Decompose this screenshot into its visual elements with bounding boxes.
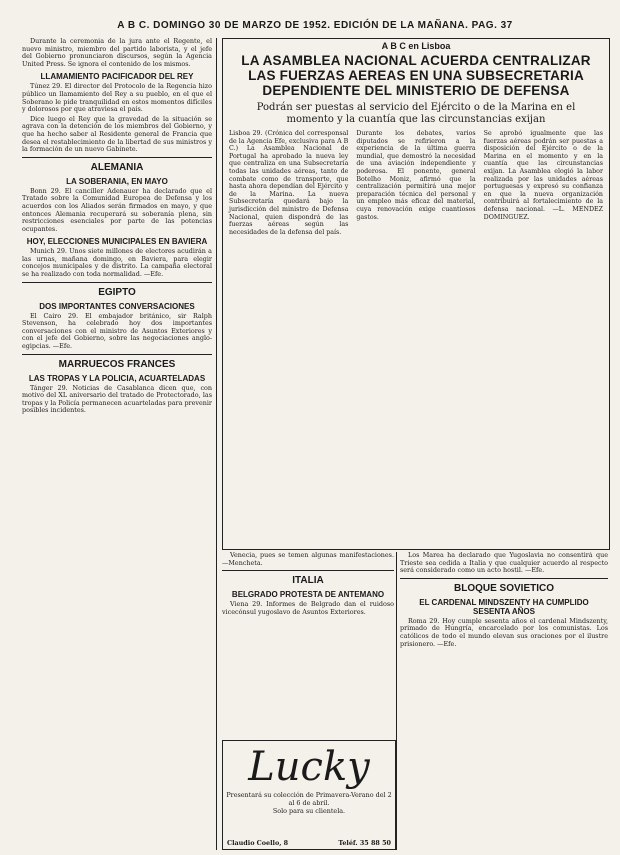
feature-column-3: Se aprobó igualmente que las fuerzas aéreas podrán ser puestas a disposición del Ejército o de la Marina en el momento y en la cuantía que las circunstancias exijan. La Asamblea elogió la labor realizada por las unidades aéreas portuguesas y expresó su confianza en que la nueva organización contribuirá al fortalecimiento de la defensa nacional. —L. MENDEZ DOMINGUEZ. bbox=[483, 130, 603, 221]
feature-column-2: Durante los debates, varios diputados se refirieron a la experiencia de la última guerra mundial, que demostró la necesidad de una aviación independiente y poderosa. El ponente, general Botelho Moniz, afirmó que la centralización permitirá una mejor preparación técnica del personal y un empleo más eficaz del material, cuya renovación exige cuantiosos gastos. bbox=[356, 130, 476, 221]
intro-paragraph: Durante la ceremonia de la jura ante el Regente, el nuevo ministro, miembro del partido laborista, y el jefe del Gobierno pronunciaron discursos, según la Agencia United Press. Se ignora el contenido de los mismos. bbox=[22, 38, 212, 68]
divider-rule bbox=[22, 282, 212, 283]
column-divider bbox=[216, 38, 217, 850]
ad-line-2: Solo para su clientela. bbox=[272, 807, 346, 815]
ad-footer bbox=[227, 839, 391, 847]
feature-deck: Podrán ser puestas al servicio del Ejército o de la Marina en el momento y la cuantía que las circunstancias exijan bbox=[256, 102, 576, 125]
divider-rule bbox=[222, 570, 394, 571]
ad-phone: Teléf. 35 88 50 bbox=[338, 839, 391, 847]
divider-rule bbox=[22, 157, 212, 158]
paragraph-rey-1: Túnez 29. El director del Protocolo de la Regencia hizo público un llamamiento del Rey a su pueblo, en el que el Soberano le pide tranquilidad en estos momentos difíciles y dolorosos por que atraviesa el país. bbox=[22, 82, 212, 114]
ad-address: Claudio Coello, 8 bbox=[227, 839, 289, 847]
ad-logo: Lucky bbox=[248, 744, 370, 790]
paragraph-marruecos: Tánger 29. Noticias de Casablanca dicen que, con motivo del XL aniversario del tratado de Protectorado, las tropas y la Policía permanecen acuarteladas para prevenir posibles incidentes. bbox=[22, 383, 212, 415]
headline-soberania: LA SOBERANIA, EN MAYO bbox=[66, 176, 168, 186]
carryover-paragraph: Venecia, pues se temen algunas manifestaciones. —Mencheta. bbox=[222, 552, 394, 567]
right-lower-column bbox=[400, 552, 608, 852]
headline-bloque: BLOQUE SOVIETICO bbox=[453, 582, 554, 594]
ad-line-1: Presentará su colección de Primavera-Verano del 2 al 6 de abril. bbox=[226, 791, 392, 807]
feature-article bbox=[222, 38, 610, 550]
left-column bbox=[22, 38, 212, 849]
paragraph-rey-2: Dice luego el Rey que la gravedad de la situación se agrava con la detención de los miembros del Gobierno, y que ha hecho saber al Residente general de Francia que desea el restablecimiento de la libertad de sus ministros y la formación de un nuevo Gabinete. bbox=[22, 114, 212, 154]
masthead: A B C. DOMINGO 30 DE MARZO DE 1952. EDICIÓN DE LA MAÑANA. PAG. 37 bbox=[117, 20, 513, 31]
headline-marruecos: MARRUECOS FRANCES bbox=[58, 358, 176, 370]
paragraph-baviera: Munich 29. Unos siete millones de electores acudirán a las urnas, mañana domingo, en Baviera, para elegir concejos municipales y de distrito. La campaña electoral se ha realizado con toda normalidad. —Efe. bbox=[22, 247, 212, 279]
headline-rey: LLAMAMIENTO PACIFICADOR DEL REY bbox=[40, 72, 194, 82]
headline-protesta: BELGRADO PROTESTA DE ANTEMANO bbox=[231, 590, 385, 600]
advertisement bbox=[222, 740, 396, 850]
headline-italia: ITALIA bbox=[292, 575, 324, 587]
feature-body bbox=[223, 130, 609, 236]
feature-kicker: A B C en Lisboa bbox=[381, 41, 451, 51]
paragraph-egipto: El Cairo 29. El embajador británico, sir Ralph Stevenson, ha celebrado hoy dos importantes conversaciones con el ministro de Asuntos Exteriores y con el jefe del Gobierno, sobre las negociaciones anglo-egipcias. —Efe. bbox=[22, 311, 212, 351]
headline-conversaciones: DOS IMPORTANTES CONVERSACIONES bbox=[39, 301, 195, 311]
paragraph-alemania: Bonn 29. El canciller Adenauer ha declarado que el Tratado sobre la Comunidad Europea de Defensa y los acuerdos con los Aliados serán firmados en mayo, y que entonces Alemania recuperará su soberanía plena, sin restricciones esenciales por parte de las potencias ocupantes. bbox=[22, 186, 212, 233]
paragraph-italia: Viena 29. Informes de Belgrado dan el ruidoso vicecónsul yugoslavo de Asuntos Exteriores. bbox=[222, 600, 394, 616]
divider-rule bbox=[22, 354, 212, 355]
headline-elecciones: HOY, ELECCIONES MUNICIPALES EN BAVIERA bbox=[26, 237, 208, 247]
carryover-paragraph-right: Los Marea ha declarado que Yugoslavia no consentirá que Trieste sea cedida a Italia y que cualquier acuerdo al respecto será considerado como un acto hostil. —Efe. bbox=[400, 552, 608, 575]
headline-alemania: ALEMANIA bbox=[90, 161, 144, 173]
feature-column-1: Lisboa 29. (Crónica del corresponsal de la Agencia Efe, exclusiva para A B C.) La Asamblea Nacional de Portugal ha aprobado la nueva ley que centraliza en una Subsecretaría todas las unidades aéreas, tanto de combate como de transporte, que hasta ahora dependían del Ejército y de la Marina. La nueva Subsecretaría quedará bajo la jurisdicción del ministro de Defensa Nacional, quien dispondrá de las fuerzas aéreas según las necesidades de la defensa del país. bbox=[229, 130, 349, 236]
headline-cardenal: EL CARDENAL MINDSZENTY HA CUMPLIDO SESENTA AÑOS bbox=[419, 597, 589, 616]
column-divider bbox=[396, 552, 397, 850]
headline-tropas: LAS TROPAS Y LA POLICIA, ACUARTELADAS bbox=[28, 373, 206, 383]
headline-egipto: EGIPTO bbox=[98, 286, 136, 298]
paragraph-cardenal: Roma 29. Hoy cumple sesenta años el cardenal Mindszenty, primado de Hungría, encarcelado por los comunistas. Los católicos de todo el mundo elevan sus oraciones por el ilustre prisionero. —Efe. bbox=[400, 616, 608, 648]
feature-headline: LA ASAMBLEA NACIONAL ACUERDA CENTRALIZAR LAS FUERZAS AEREAS EN UNA SUBSECRETARIA DEPENDIENTE DEL MINISTERIO DE DEFENSA bbox=[241, 53, 591, 98]
divider-rule bbox=[400, 578, 608, 579]
